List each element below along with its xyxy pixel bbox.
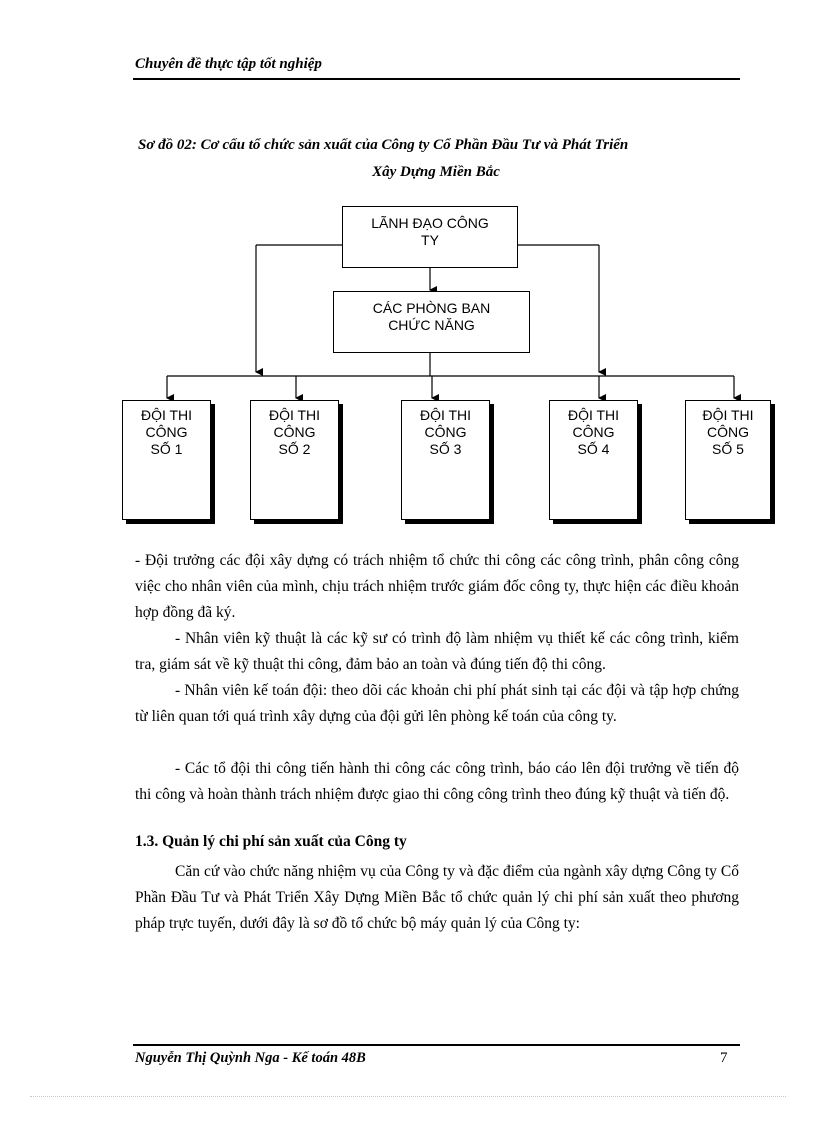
team-4-line-3: SỐ 4: [577, 441, 610, 457]
section-heading: 1.3. Quản lý chi phí sản xuất của Công ty: [135, 833, 407, 850]
team-3-line-2: CÔNG: [424, 424, 467, 440]
departments-box: [333, 291, 530, 353]
paragraph-cost-management: Căn cứ vào chức năng nhiệm vụ của Công ty và đặc điểm của ngành xây dựng Công ty Cổ Phần Đầu Tư và Phát Triển Xây Dựng Miền Bắc tổ chức quản lý chi phí sản xuất theo phương pháp trực tuyến, dưới đây là sơ đồ tổ chức bộ máy quản lý của Công ty:: [135, 863, 739, 932]
leadership-line-2: TY: [421, 232, 439, 248]
page-bottom-dotted-line: [30, 1096, 786, 1097]
team-1-line-3: SỐ 1: [150, 441, 183, 457]
team-4-line-1: ĐỘI THI: [567, 407, 620, 423]
team-2-line-2: CÔNG: [273, 424, 316, 440]
caption-line-1: Sơ đồ 02: Cơ cấu tổ chức sản xuất của Công ty Cổ Phần Đầu Tư và Phát Triển: [138, 137, 629, 153]
paragraph-construction-teams: - Các tổ đội thi công tiến hành thi công các công trình, báo cáo lên đội trưởng về tiến độ thi công và hoàn thành trách nhiệm được giao thi công công trình theo đúng kỹ thuật và tiến độ.: [135, 760, 739, 803]
team-1-line-1: ĐỘI THI: [140, 407, 193, 423]
team-5-line-3: SỐ 5: [712, 441, 744, 457]
departments-line-1: CÁC PHÒNG BAN: [372, 300, 491, 316]
paragraph-team-leaders: - Đội trưởng các đội xây dựng có trách nhiệm tổ chức thi công các công trình, phân công công việc cho nhân viên của mình, chịu trách nhiệm trước giám đốc công ty, thực hiện các điều khoản hợp đồng đã ký.: [135, 552, 739, 621]
team-5-line-2: CÔNG: [707, 424, 749, 440]
paragraph-technical-staff: - Nhân viên kỹ thuật là các kỹ sư có trình độ làm nhiệm vụ thiết kế các công trình, kiểm tra, giám sát về kỹ thuật thi công, đảm bảo an toàn và đúng tiến độ thi công.: [135, 630, 739, 673]
team-box-4: [549, 400, 638, 520]
leadership-line-1: LÃNH ĐẠO CÔNG: [371, 215, 489, 231]
team-box-1: [122, 400, 211, 520]
team-4-line-2: CÔNG: [572, 424, 615, 440]
paragraph-team-accountants: - Nhân viên kế toán đội: theo dõi các khoản chi phí phát sinh tại các đội và tập hợp chứng từ liên quan tới quá trình xây dựng của đội gửi lên phòng kế toán của công ty.: [135, 682, 739, 725]
leadership-box: [342, 206, 518, 268]
team-5-line-1: ĐỘI THI: [702, 407, 754, 423]
team-box-2: [250, 400, 339, 520]
caption-line-2: Xây Dựng Miền Bắc: [372, 164, 500, 180]
team-3-line-1: ĐỘI THI: [419, 407, 472, 423]
team-2-line-1: ĐỘI THI: [268, 407, 321, 423]
team-2-line-3: SỐ 2: [278, 441, 311, 457]
departments-line-2: CHỨC NĂNG: [388, 317, 475, 333]
footer-divider: [133, 1044, 740, 1046]
team-box-5: [685, 400, 771, 520]
document-header: Chuyên đề thực tập tốt nghiệp: [135, 56, 322, 72]
team-box-3: [401, 400, 490, 520]
footer-author: Nguyễn Thị Quỳnh Nga - Kế toán 48B: [135, 1050, 366, 1066]
team-3-line-3: SỐ 3: [429, 441, 462, 457]
page-number: 7: [720, 1050, 728, 1066]
team-1-line-2: CÔNG: [145, 424, 188, 440]
